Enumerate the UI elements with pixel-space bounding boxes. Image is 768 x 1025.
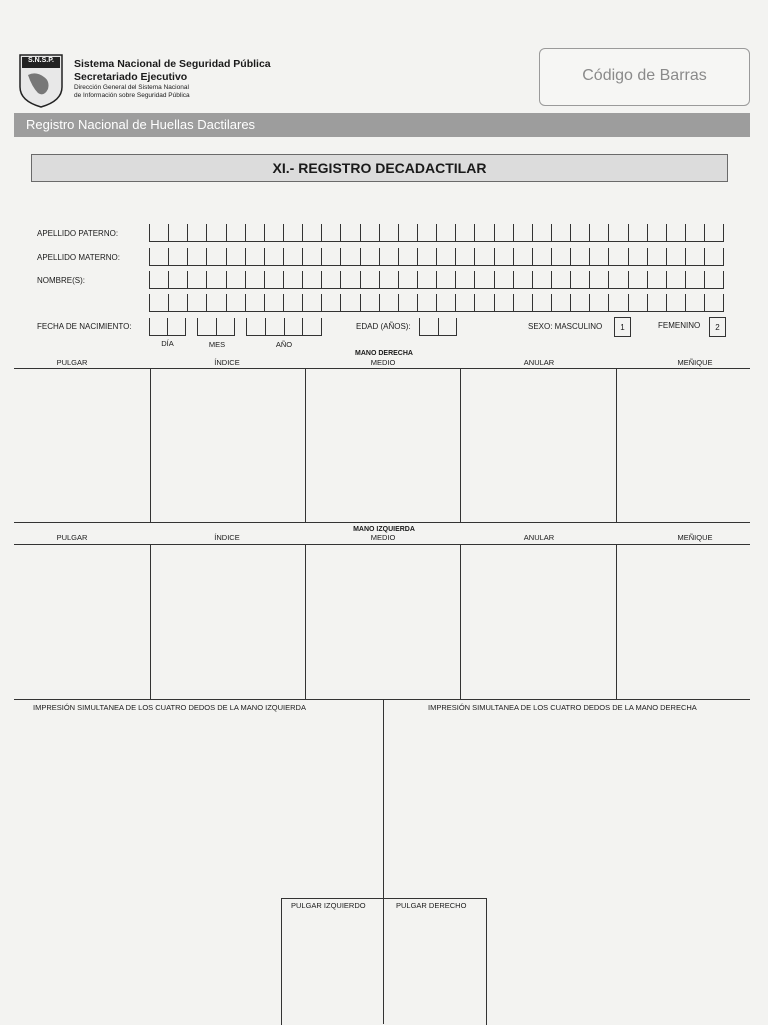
- letter-cell[interactable]: [245, 271, 264, 288]
- left-hand-title: MANO IZQUIERDA: [353, 526, 415, 533]
- letter-cell[interactable]: [379, 248, 398, 265]
- letter-cell[interactable]: [513, 294, 532, 311]
- letter-cell[interactable]: [264, 271, 283, 288]
- edad-field[interactable]: [419, 318, 457, 336]
- right-finger-label: PULGAR: [56, 358, 88, 367]
- simultaneous-left-print-area[interactable]: [14, 714, 382, 897]
- letter-cell[interactable]: [302, 294, 321, 311]
- letter-cell[interactable]: [494, 271, 513, 288]
- letter-cell[interactable]: [551, 248, 570, 265]
- letter-cell[interactable]: [589, 248, 608, 265]
- registry-banner: [14, 113, 750, 137]
- nombres-field[interactable]: [149, 271, 724, 289]
- letter-cell[interactable]: [168, 294, 187, 311]
- fecha-nacimiento-label: FECHA DE NACIMIENTO:: [37, 322, 132, 331]
- letter-cell[interactable]: [532, 271, 551, 288]
- barcode-box: [539, 48, 750, 106]
- letter-cell[interactable]: [628, 248, 647, 265]
- letter-cell[interactable]: [283, 294, 302, 311]
- right-thumb-print-area[interactable]: [14, 369, 150, 522]
- snsp-logo: [18, 53, 64, 109]
- letter-cell[interactable]: [398, 271, 417, 288]
- right-finger-label: MEDIO: [370, 358, 396, 367]
- letter-cell[interactable]: [455, 224, 474, 241]
- section-header: [31, 154, 728, 182]
- letter-cell[interactable]: [206, 294, 225, 311]
- letter-cell[interactable]: [666, 248, 685, 265]
- letter-cell[interactable]: [608, 224, 627, 241]
- letter-cell[interactable]: [245, 294, 264, 311]
- letter-cell[interactable]: [302, 224, 321, 241]
- letter-cell[interactable]: [302, 271, 321, 288]
- right-index-print-area[interactable]: [151, 369, 305, 522]
- letter-cell[interactable]: [628, 224, 647, 241]
- letter-cell[interactable]: [284, 318, 303, 335]
- letter-cell[interactable]: [168, 248, 187, 265]
- letter-cell[interactable]: [532, 294, 551, 311]
- thumb-left-print-area[interactable]: [282, 912, 382, 1024]
- letter-cell[interactable]: [149, 248, 168, 265]
- letter-cell[interactable]: [340, 248, 359, 265]
- letter-cell[interactable]: [628, 294, 647, 311]
- right-finger-label: MEÑIQUE: [677, 358, 713, 367]
- letter-cell[interactable]: [283, 271, 302, 288]
- letter-cell[interactable]: [283, 224, 302, 241]
- letter-cell[interactable]: [206, 271, 225, 288]
- apellido-materno-label: APELLIDO MATERNO:: [37, 253, 120, 262]
- mes-label: MES: [208, 340, 226, 349]
- letter-cell[interactable]: [340, 224, 359, 241]
- apellido-paterno-label: APELLIDO PATERNO:: [37, 229, 119, 238]
- letter-cell[interactable]: [168, 224, 187, 241]
- letter-cell[interactable]: [474, 271, 493, 288]
- letter-cell[interactable]: [360, 294, 379, 311]
- letter-cell[interactable]: [608, 271, 627, 288]
- letter-cell[interactable]: [245, 248, 264, 265]
- grid-line: [14, 522, 750, 523]
- letter-cell[interactable]: [436, 271, 455, 288]
- letter-cell[interactable]: [608, 294, 627, 311]
- letter-cell[interactable]: [474, 248, 493, 265]
- apellido-paterno-field[interactable]: [149, 224, 724, 242]
- section-title: XI.- REGISTRO DECADACTILAR: [272, 160, 487, 176]
- letter-cell[interactable]: [704, 224, 724, 241]
- letter-cell[interactable]: [455, 271, 474, 288]
- letter-cell[interactable]: [494, 294, 513, 311]
- letter-cell[interactable]: [206, 224, 225, 241]
- letter-cell[interactable]: [226, 294, 245, 311]
- letter-cell[interactable]: [226, 271, 245, 288]
- letter-cell[interactable]: [379, 271, 398, 288]
- letter-cell[interactable]: [226, 248, 245, 265]
- letter-cell[interactable]: [532, 224, 551, 241]
- dia-field[interactable]: [149, 318, 186, 336]
- org-detail-2: de Información sobre Seguridad Pública: [74, 92, 190, 99]
- letter-cell[interactable]: [551, 224, 570, 241]
- letter-cell[interactable]: [398, 224, 417, 241]
- letter-cell[interactable]: [455, 248, 474, 265]
- letter-cell[interactable]: [417, 294, 436, 311]
- letter-cell[interactable]: [197, 318, 216, 335]
- edad-label: EDAD (AÑOS):: [356, 322, 411, 331]
- letter-cell[interactable]: [149, 294, 168, 311]
- letter-cell[interactable]: [494, 224, 513, 241]
- letter-cell[interactable]: [551, 271, 570, 288]
- letter-cell[interactable]: [647, 248, 666, 265]
- letter-cell[interactable]: [379, 224, 398, 241]
- letter-cell[interactable]: [302, 248, 321, 265]
- letter-cell[interactable]: [187, 294, 206, 311]
- letter-cell[interactable]: [570, 294, 589, 311]
- letter-cell[interactable]: [589, 294, 608, 311]
- left-finger-label: ÍNDICE: [214, 533, 240, 542]
- anio-field[interactable]: [246, 318, 322, 336]
- letter-cell[interactable]: [187, 248, 206, 265]
- letter-cell[interactable]: [321, 248, 340, 265]
- left-middle-print-area[interactable]: [306, 545, 460, 699]
- right-finger-label: ÍNDICE: [214, 358, 240, 367]
- sexo-masculino-label: SEXO: MASCULINO: [528, 322, 603, 331]
- letter-cell[interactable]: [685, 224, 704, 241]
- letter-cell[interactable]: [589, 224, 608, 241]
- right-little-print-area[interactable]: [617, 369, 750, 522]
- letter-cell[interactable]: [513, 248, 532, 265]
- letter-cell[interactable]: [704, 271, 724, 288]
- letter-cell[interactable]: [321, 224, 340, 241]
- left-finger-label: PULGAR: [56, 533, 88, 542]
- anio-label: AÑO: [275, 340, 293, 349]
- letter-cell[interactable]: [704, 294, 724, 311]
- letter-cell[interactable]: [417, 248, 436, 265]
- right-middle-print-area[interactable]: [306, 369, 460, 522]
- letter-cell[interactable]: [167, 318, 186, 335]
- letter-cell[interactable]: [168, 271, 187, 288]
- letter-cell[interactable]: [321, 271, 340, 288]
- letter-cell[interactable]: [647, 271, 666, 288]
- nombres-label: NOMBRE(S):: [37, 276, 85, 285]
- letter-cell[interactable]: [264, 224, 283, 241]
- left-index-print-area[interactable]: [151, 545, 305, 699]
- letter-cell[interactable]: [647, 224, 666, 241]
- simultaneous-right-print-area[interactable]: [384, 714, 750, 897]
- letter-cell[interactable]: [685, 248, 704, 265]
- letter-cell[interactable]: [455, 294, 474, 311]
- letter-cell[interactable]: [704, 248, 724, 265]
- letter-cell[interactable]: [608, 248, 627, 265]
- letter-cell[interactable]: [360, 271, 379, 288]
- simultaneous-right-label: IMPRESIÓN SIMULTANEA DE LOS CUATRO DEDOS DE LA MANO DERECHA: [428, 703, 697, 712]
- apellido-materno-field[interactable]: [149, 248, 724, 266]
- letter-cell[interactable]: [666, 224, 685, 241]
- left-finger-label: ANULAR: [523, 533, 555, 542]
- letter-cell[interactable]: [379, 294, 398, 311]
- letter-cell[interactable]: [589, 271, 608, 288]
- left-finger-label: MEDIO: [370, 533, 396, 542]
- letter-cell[interactable]: [666, 271, 685, 288]
- org-detail-1: Dirección General del Sistema Nacional: [74, 84, 189, 91]
- thumb-right-print-area[interactable]: [384, 912, 484, 1024]
- banner-title: Registro Nacional de Huellas Dactilares: [26, 117, 256, 132]
- letter-cell[interactable]: [149, 271, 168, 288]
- left-ring-print-area[interactable]: [461, 545, 616, 699]
- letter-cell[interactable]: [438, 318, 458, 335]
- letter-cell[interactable]: [360, 224, 379, 241]
- letter-cell[interactable]: [570, 224, 589, 241]
- letter-cell[interactable]: [283, 248, 302, 265]
- letter-cell[interactable]: [206, 248, 225, 265]
- simultaneous-left-label: IMPRESIÓN SIMULTANEA DE LOS CUATRO DEDOS DE LA MANO IZQUIERDA: [33, 703, 306, 712]
- logo-text: S.N.S.P.: [28, 57, 54, 64]
- letter-cell[interactable]: [302, 318, 322, 335]
- letter-cell[interactable]: [513, 271, 532, 288]
- letter-cell[interactable]: [685, 294, 704, 311]
- letter-cell[interactable]: [647, 294, 666, 311]
- barcode-label: Código de Barras: [582, 67, 707, 84]
- letter-cell[interactable]: [551, 294, 570, 311]
- letter-cell[interactable]: [398, 248, 417, 265]
- femenino-label: FEMENINO: [658, 321, 701, 330]
- letter-cell[interactable]: [666, 294, 685, 311]
- letter-cell[interactable]: [226, 224, 245, 241]
- left-little-print-area[interactable]: [617, 545, 750, 699]
- letter-cell[interactable]: [419, 318, 438, 335]
- left-finger-label: MEÑIQUE: [677, 533, 713, 542]
- letter-cell[interactable]: [187, 271, 206, 288]
- letter-cell[interactable]: [570, 271, 589, 288]
- thumb-left-label: PULGAR IZQUIERDO: [291, 901, 366, 910]
- letter-cell[interactable]: [628, 271, 647, 288]
- letter-cell[interactable]: [685, 271, 704, 288]
- femenino-option[interactable]: 2: [709, 317, 726, 337]
- org-title: Sistema Nacional de Seguridad Pública: [74, 58, 271, 70]
- right-ring-print-area[interactable]: [461, 369, 616, 522]
- letter-cell[interactable]: [417, 224, 436, 241]
- nombres-field-2[interactable]: [149, 294, 724, 312]
- letter-cell[interactable]: [417, 271, 436, 288]
- letter-cell[interactable]: [494, 248, 513, 265]
- thumb-right-label: PULGAR DERECHO: [396, 901, 467, 910]
- right-hand-title: MANO DERECHA: [355, 350, 413, 357]
- grid-line: [14, 699, 750, 700]
- letter-cell[interactable]: [436, 248, 455, 265]
- letter-cell[interactable]: [264, 248, 283, 265]
- letter-cell[interactable]: [436, 224, 455, 241]
- letter-cell[interactable]: [321, 294, 340, 311]
- letter-cell[interactable]: [398, 294, 417, 311]
- org-subtitle: Secretariado Ejecutivo: [74, 71, 188, 83]
- letter-cell[interactable]: [570, 248, 589, 265]
- letter-cell[interactable]: [149, 318, 167, 335]
- letter-cell[interactable]: [340, 271, 359, 288]
- left-thumb-print-area[interactable]: [14, 545, 150, 699]
- letter-cell[interactable]: [474, 294, 493, 311]
- letter-cell[interactable]: [436, 294, 455, 311]
- letter-cell[interactable]: [149, 224, 168, 241]
- letter-cell[interactable]: [245, 224, 264, 241]
- letter-cell[interactable]: [265, 318, 284, 335]
- letter-cell[interactable]: [513, 224, 532, 241]
- letter-cell[interactable]: [340, 294, 359, 311]
- letter-cell[interactable]: [187, 224, 206, 241]
- dia-label: DÍA: [161, 339, 174, 348]
- letter-cell[interactable]: [532, 248, 551, 265]
- mes-field[interactable]: [197, 318, 235, 336]
- letter-cell[interactable]: [216, 318, 236, 335]
- letter-cell[interactable]: [264, 294, 283, 311]
- letter-cell[interactable]: [360, 248, 379, 265]
- letter-cell[interactable]: [474, 224, 493, 241]
- right-finger-label: ANULAR: [523, 358, 555, 367]
- masculino-option[interactable]: 1: [614, 317, 631, 337]
- letter-cell[interactable]: [246, 318, 265, 335]
